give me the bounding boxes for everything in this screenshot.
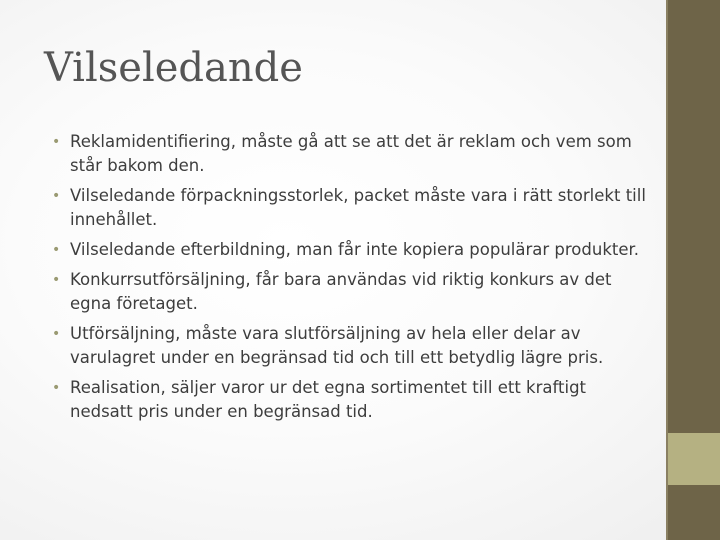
- bullet-text: Konkurrsutförsäljning, får bara användas vid riktig konkurs av det egna företaget.: [70, 270, 612, 313]
- bullet-text: Reklamidentifiering, måste gå att se att det är reklam och vem som står bakom den.: [70, 132, 632, 175]
- bullet-item: [52, 130, 652, 178]
- bullet-item: [52, 268, 652, 316]
- bullet-text: Utförsäljning, måste vara slutförsäljning av hela eller delar av varulagret under en begränsad tid och till ett betydlig lägre pris.: [70, 324, 604, 367]
- slide-title: Vilseledande: [44, 45, 303, 91]
- bullet-list: [52, 130, 652, 430]
- bullet-icon: •: [52, 326, 61, 342]
- bullet-item: [52, 184, 652, 232]
- bullet-text: Vilseledande förpackningsstorlek, packet måste vara i rätt storlekt till innehållet.: [70, 186, 646, 229]
- bullet-item: [52, 322, 652, 370]
- accent-block: [668, 433, 720, 485]
- bullet-icon: •: [52, 134, 61, 150]
- bullet-icon: •: [52, 188, 61, 204]
- bullet-text: Realisation, säljer varor ur det egna sortimentet till ett kraftigt nedsatt pris under en begränsad tid.: [70, 378, 587, 421]
- bullet-item: [52, 238, 652, 262]
- bullet-icon: •: [52, 272, 61, 288]
- bullet-icon: •: [52, 380, 61, 396]
- bullet-item: [52, 376, 652, 424]
- bullet-icon: •: [52, 242, 61, 258]
- bullet-text: Vilseledande efterbildning, man får inte kopiera populärar produkter.: [70, 240, 640, 259]
